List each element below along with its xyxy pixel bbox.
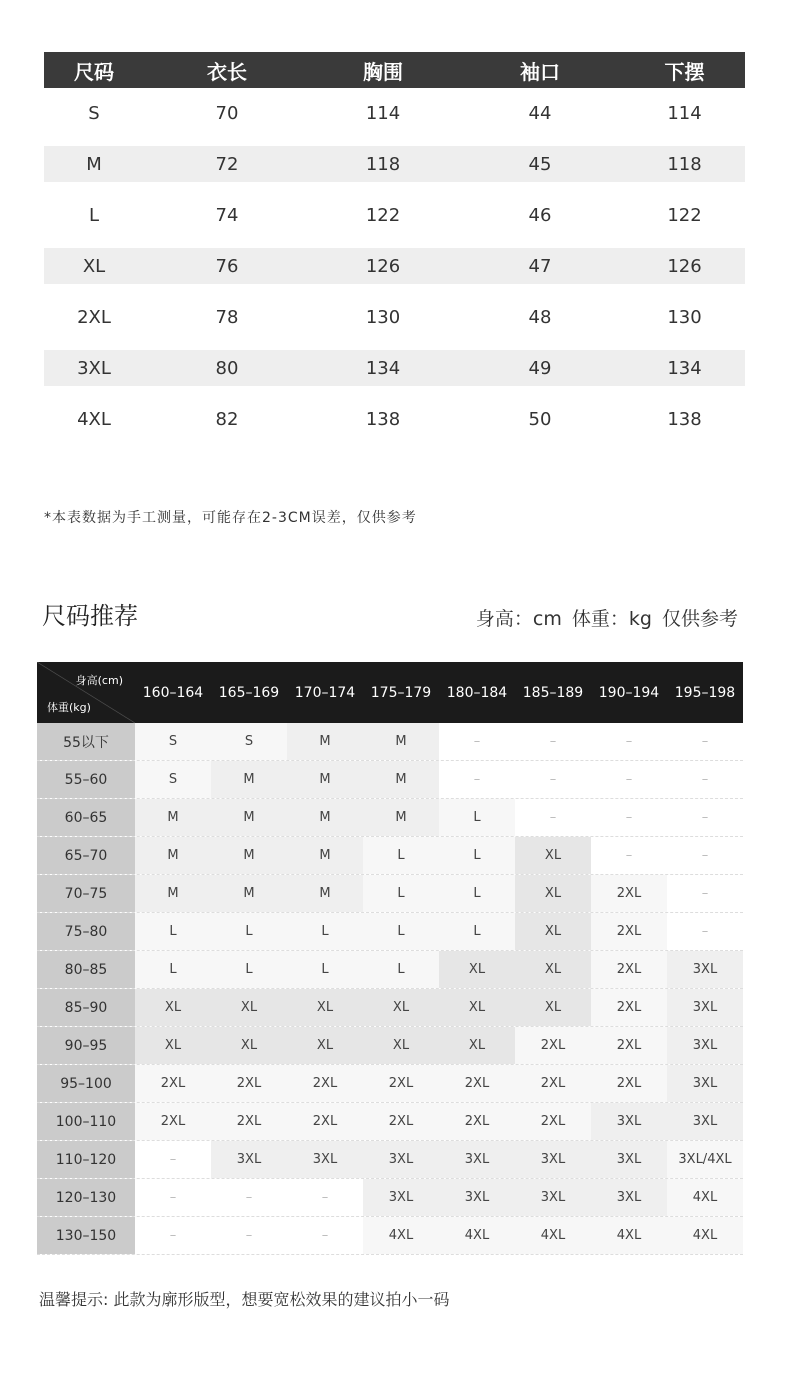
recommend-size-cell: 2XL: [591, 875, 667, 912]
weight-row: [37, 1027, 743, 1065]
header-size: 尺码: [74, 59, 114, 84]
recommend-size-cell: 2XL: [211, 1065, 287, 1102]
recommend-size-cell: 2XL: [439, 1103, 515, 1140]
recommend-size-cell: 2XL: [591, 989, 667, 1026]
corner-height-label: 身高(cm): [75, 674, 123, 687]
recommend-size-cell: 3XL: [667, 1027, 743, 1064]
recommend-size-cell: –: [135, 1217, 211, 1254]
recommend-size-cell: 4XL: [515, 1217, 591, 1254]
recommend-size-cell: 3XL: [667, 989, 743, 1026]
grid-corner: [37, 662, 135, 723]
size-table-header: [44, 52, 745, 88]
recommend-size-cell: 3XL: [667, 951, 743, 988]
recommend-size-cell: 3XL: [667, 1065, 743, 1102]
size-cell-cuff: 47: [528, 255, 552, 277]
recommend-size-cell: 3XL: [591, 1103, 667, 1140]
recommend-size-cell: 2XL: [363, 1103, 439, 1140]
recommend-size-cell: 4XL: [591, 1217, 667, 1254]
recommend-size-cell: 2XL: [515, 1103, 591, 1140]
size-cell-size: S: [88, 103, 100, 124]
size-table: [44, 52, 745, 445]
recommend-size-cell: M: [211, 799, 287, 836]
header-chest: 胸围: [363, 59, 403, 84]
recommend-size-cell: –: [591, 761, 667, 798]
size-cell-chest: 126: [365, 255, 401, 277]
recommend-size-cell: 2XL: [591, 1065, 667, 1102]
size-cell-size: 2XL: [77, 307, 111, 328]
weight-row: [37, 1103, 743, 1141]
recommend-size-cell: XL: [287, 989, 363, 1026]
recommend-size-cell: –: [667, 761, 743, 798]
recommend-size-cell: XL: [515, 913, 591, 950]
recommend-size-cell: M: [211, 761, 287, 798]
height-range-header: 175–179: [370, 684, 432, 701]
size-cell-chest: 122: [365, 205, 401, 226]
recommend-size-cell: –: [439, 723, 515, 760]
recommend-size-cell: L: [363, 875, 439, 912]
header-cuff: 袖口: [520, 59, 560, 84]
recommend-size-cell: XL: [211, 989, 287, 1026]
height-range-header: 170–174: [294, 684, 356, 701]
recommend-size-cell: L: [439, 875, 515, 912]
size-cell-length: 74: [215, 205, 239, 226]
recommend-size-cell: S: [135, 761, 211, 798]
recommend-size-cell: 2XL: [287, 1103, 363, 1140]
recommend-size-cell: XL: [363, 989, 439, 1026]
recommend-size-cell: 2XL: [135, 1065, 211, 1102]
recommend-size-cell: 3XL: [363, 1179, 439, 1216]
recommend-size-cell: L: [135, 913, 211, 950]
recommend-size-cell: M: [287, 799, 363, 836]
recommend-size-cell: –: [667, 723, 743, 760]
recommend-size-cell: 4XL: [667, 1217, 743, 1254]
weight-row: [37, 1217, 743, 1255]
height-range-header: 190–194: [598, 684, 660, 701]
header-length: 衣长: [207, 59, 247, 84]
recommend-size-cell: L: [135, 951, 211, 988]
recommend-size-cell: M: [287, 761, 363, 798]
recommend-size-cell: 2XL: [211, 1103, 287, 1140]
weight-range-label: 70–75: [37, 875, 135, 912]
recommend-size-cell: –: [439, 761, 515, 798]
size-cell-chest: 130: [365, 307, 401, 328]
recommend-size-cell: –: [515, 761, 591, 798]
recommend-size-cell: L: [211, 951, 287, 988]
recommend-size-cell: L: [363, 913, 439, 950]
recommend-size-cell: 2XL: [591, 951, 667, 988]
recommend-size-cell: XL: [363, 1027, 439, 1064]
weight-row: [37, 913, 743, 951]
recommend-size-cell: 3XL: [515, 1141, 591, 1178]
weight-range-label: 60–65: [37, 799, 135, 836]
size-cell-cuff: 44: [528, 103, 552, 124]
recommend-size-cell: 2XL: [591, 1027, 667, 1064]
size-cell-cuff: 49: [528, 357, 552, 379]
recommend-size-cell: 2XL: [439, 1065, 515, 1102]
recommend-size-cell: 2XL: [363, 1065, 439, 1102]
recommend-size-cell: XL: [515, 989, 591, 1026]
size-cell-length: 78: [215, 307, 239, 328]
recommend-size-cell: 4XL: [667, 1179, 743, 1216]
weight-range-label: 80–85: [37, 951, 135, 988]
recommend-size-cell: XL: [439, 989, 515, 1026]
recommend-size-cell: –: [211, 1217, 287, 1254]
size-cell-hem: 114: [667, 103, 702, 124]
measurement-note: *本表数据为手工测量，可能存在2-3CM误差，仅供参考: [44, 510, 417, 526]
recommend-size-cell: S: [135, 723, 211, 760]
recommend-size-cell: 3XL: [211, 1141, 287, 1178]
recommend-size-cell: XL: [211, 1027, 287, 1064]
recommend-size-cell: M: [135, 837, 211, 874]
recommend-unit-note: 身高：cm 体重：kg 仅供参考: [475, 608, 738, 630]
size-cell-length: 76: [215, 255, 239, 277]
recommend-size-cell: M: [363, 799, 439, 836]
recommend-size-cell: L: [439, 837, 515, 874]
recommend-size-cell: M: [211, 875, 287, 912]
size-cell-length: 70: [215, 103, 239, 124]
size-cell-chest: 114: [365, 103, 401, 124]
recommend-size-cell: 3XL/4XL: [667, 1141, 743, 1178]
recommend-size-cell: –: [211, 1179, 287, 1216]
weight-range-label: 85–90: [37, 989, 135, 1026]
size-cell-chest: 138: [365, 409, 401, 430]
fit-tip: 温馨提示: 此款为廓形版型，想要宽松效果的建议拍小一码: [39, 1290, 450, 1309]
recommend-size-cell: M: [211, 837, 287, 874]
weight-row: [37, 723, 743, 761]
size-cell-length: 72: [215, 153, 239, 175]
recommend-size-cell: 3XL: [363, 1141, 439, 1178]
recommend-size-cell: L: [211, 913, 287, 950]
recommend-size-cell: L: [439, 913, 515, 950]
recommend-size-cell: –: [667, 875, 743, 912]
recommend-size-cell: 3XL: [287, 1141, 363, 1178]
recommend-size-cell: 2XL: [135, 1103, 211, 1140]
recommend-size-cell: 3XL: [439, 1141, 515, 1178]
recommend-size-cell: L: [287, 913, 363, 950]
size-row: [44, 292, 745, 343]
corner-weight-label: 体重(kg): [47, 701, 91, 714]
recommend-size-cell: L: [439, 799, 515, 836]
height-range-header: 180–184: [446, 684, 508, 701]
size-row: [44, 394, 745, 445]
size-row: [44, 88, 745, 139]
size-cell-size: M: [86, 153, 102, 175]
recommend-size-cell: –: [591, 837, 667, 874]
recommend-size-cell: 3XL: [591, 1179, 667, 1216]
recommend-size-cell: XL: [439, 1027, 515, 1064]
recommend-size-cell: 2XL: [515, 1065, 591, 1102]
recommend-size-cell: XL: [515, 875, 591, 912]
weight-range-label: 55–60: [37, 761, 135, 798]
recommend-size-cell: 3XL: [515, 1179, 591, 1216]
height-range-header: 165–169: [218, 684, 280, 701]
weight-range-label: 100–110: [37, 1103, 135, 1140]
grid-body: [37, 723, 743, 1255]
recommend-size-cell: S: [211, 723, 287, 760]
weight-row: [37, 951, 743, 989]
weight-row: [37, 761, 743, 799]
recommend-size-cell: M: [135, 875, 211, 912]
weight-range-label: 90–95: [37, 1027, 135, 1064]
recommend-size-cell: –: [135, 1179, 211, 1216]
size-cell-length: 82: [215, 409, 239, 430]
size-cell-size: L: [88, 205, 100, 226]
size-cell-cuff: 45: [528, 153, 552, 175]
size-cell-hem: 134: [667, 357, 702, 379]
weight-range-label: 55以下: [37, 723, 135, 760]
weight-range-label: 65–70: [37, 837, 135, 874]
size-recommend-grid: [37, 662, 743, 1255]
recommend-size-cell: L: [287, 951, 363, 988]
weight-range-label: 130–150: [37, 1217, 135, 1254]
size-cell-cuff: 48: [528, 307, 552, 328]
recommend-size-cell: 4XL: [439, 1217, 515, 1254]
recommend-size-cell: 2XL: [287, 1065, 363, 1102]
height-range-header: 160–164: [142, 684, 204, 701]
size-cell-cuff: 50: [528, 409, 552, 430]
recommend-size-cell: XL: [135, 989, 211, 1026]
grid-header-row: [37, 662, 743, 723]
recommend-size-cell: XL: [135, 1027, 211, 1064]
size-cell-size: XL: [82, 255, 106, 277]
recommend-size-cell: L: [363, 951, 439, 988]
recommend-size-cell: M: [287, 875, 363, 912]
size-cell-chest: 134: [365, 357, 401, 379]
recommend-size-cell: XL: [287, 1027, 363, 1064]
recommend-size-cell: M: [287, 723, 363, 760]
recommend-size-cell: L: [363, 837, 439, 874]
recommend-size-cell: –: [515, 723, 591, 760]
recommend-size-cell: 2XL: [515, 1027, 591, 1064]
weight-range-label: 75–80: [37, 913, 135, 950]
recommend-size-cell: XL: [515, 837, 591, 874]
size-cell-size: 4XL: [77, 409, 111, 430]
size-row: [44, 146, 745, 182]
recommend-size-cell: 4XL: [363, 1217, 439, 1254]
size-cell-hem: 118: [667, 153, 702, 175]
recommend-size-cell: –: [287, 1217, 363, 1254]
size-cell-size: 3XL: [77, 357, 111, 379]
recommend-size-cell: M: [135, 799, 211, 836]
recommend-title: 尺码推荐: [42, 602, 138, 630]
recommend-size-cell: 3XL: [667, 1103, 743, 1140]
recommend-size-cell: –: [667, 913, 743, 950]
size-cell-hem: 130: [667, 307, 702, 328]
weight-row: [37, 989, 743, 1027]
recommend-size-cell: 2XL: [591, 913, 667, 950]
weight-row: [37, 875, 743, 913]
height-range-header: 195–198: [674, 684, 736, 701]
recommend-size-cell: 3XL: [591, 1141, 667, 1178]
size-cell-cuff: 46: [528, 205, 552, 226]
recommend-size-cell: XL: [439, 951, 515, 988]
weight-range-label: 120–130: [37, 1179, 135, 1216]
weight-range-label: 110–120: [37, 1141, 135, 1178]
recommend-size-cell: M: [363, 761, 439, 798]
weight-row: [37, 1141, 743, 1179]
recommend-size-cell: –: [591, 723, 667, 760]
weight-row: [37, 1065, 743, 1103]
recommend-size-cell: –: [591, 799, 667, 836]
recommend-size-cell: –: [287, 1179, 363, 1216]
size-row: [44, 190, 745, 241]
recommend-size-cell: 3XL: [439, 1179, 515, 1216]
weight-range-label: 95–100: [37, 1065, 135, 1102]
weight-row: [37, 1179, 743, 1217]
weight-row: [37, 799, 743, 837]
recommend-size-cell: M: [363, 723, 439, 760]
height-range-header: 185–189: [522, 684, 584, 701]
header-hem: 下摆: [664, 59, 705, 84]
size-cell-hem: 126: [667, 255, 702, 277]
recommend-size-cell: M: [287, 837, 363, 874]
recommend-size-cell: XL: [515, 951, 591, 988]
recommend-size-cell: –: [515, 799, 591, 836]
recommend-size-cell: –: [135, 1141, 211, 1178]
size-row: [44, 350, 745, 386]
size-row: [44, 248, 745, 284]
recommend-size-cell: –: [667, 799, 743, 836]
size-cell-length: 80: [215, 357, 239, 379]
weight-row: [37, 837, 743, 875]
size-table-body: [44, 88, 745, 445]
size-cell-chest: 118: [365, 153, 401, 175]
size-cell-hem: 122: [667, 205, 702, 226]
size-cell-hem: 138: [667, 409, 702, 430]
recommend-size-cell: –: [667, 837, 743, 874]
